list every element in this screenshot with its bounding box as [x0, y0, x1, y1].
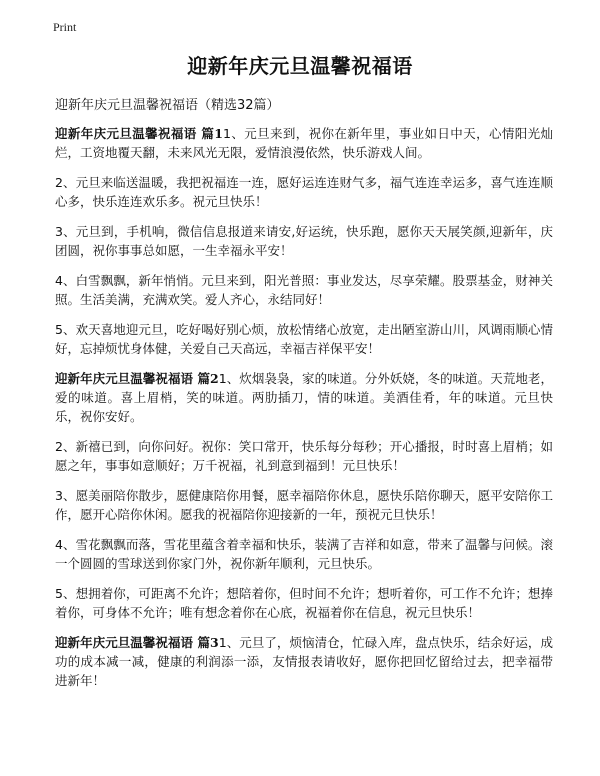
section-heading-2: 迎新年庆元旦温馨祝福语 篇2 — [55, 371, 219, 386]
paragraph-8 — [55, 486, 553, 524]
section-heading-3: 迎新年庆元旦温馨祝福语 篇3 — [55, 635, 219, 650]
page-title: 迎新年庆元旦温馨祝福语 — [187, 54, 413, 78]
paragraph-3 — [55, 222, 553, 260]
paragraph-6 — [55, 369, 553, 426]
paragraph-text: 5、欢天喜地迎元旦，吃好喝好别心烦，放松情绪心放宽，走出陋室游山川，风调雨顺心情好，忘掉烦忧身体健，关爱自己天高远，幸福吉祥保平安！ — [55, 322, 553, 356]
paragraph-1 — [55, 124, 553, 162]
article-body — [55, 124, 553, 701]
paragraph-text: 1、元旦了，烦恼清仓，忙碌入库，盘点快乐，结余好运，成功的成本减一减，健康的利润添一添，友情报表请收好，愿你把回忆留给过去，把幸福带进新年！ — [55, 635, 553, 688]
paragraph-text: 4、雪花飘飘而落，雪花里蕴含着幸福和快乐，装满了吉祥和如意，带来了温馨与问候。滚一个圆圆的雪球送到你家门外，祝你新年顺利，元旦快乐。 — [55, 537, 553, 571]
paragraph-5 — [55, 320, 553, 358]
paragraph-text: 2、元旦来临送温暖，我把祝福连一连，愿好运连连财气多，福气连连幸运多，喜气连连顺心多，快乐连连欢乐多。祝元旦快乐！ — [55, 175, 553, 209]
paragraph-2 — [55, 173, 553, 211]
paragraph-text: 5、想拥着你，可距离不允许；想陪着你，但时间不允许；想听着你，可工作不允许；想捧着你，可身体不允许；唯有想念着你在心底，祝福着你在信息，祝元旦快乐！ — [55, 586, 553, 620]
paragraph-9 — [55, 535, 553, 573]
section-heading-1: 迎新年庆元旦温馨祝福语 篇1 — [55, 126, 223, 141]
paragraph-text: 1、炊烟袅袅，家的味道。分外妖娆，冬的味道。天荒地老，爱的味道。喜上眉梢，笑的味道。两肋插刀，情的味道。美酒佳肴，年的味道。元旦快乐，祝你安好。 — [55, 371, 553, 424]
paragraph-text: 2、新禧已到，向你问好。祝你：笑口常开，快乐每分每秒；开心播报，时时喜上眉梢；如愿之年，事事如意顺好；万千祝福，礼到意到福到！元旦快乐！ — [55, 439, 553, 473]
paragraph-4 — [55, 271, 553, 309]
paragraph-text: 3、元旦到，手机响，微信信息报道来请安,好运统，快乐跑，愿你天天展笑颜,迎新年，庆团圆，祝你事事总如愿，一生幸福永平安！ — [55, 224, 553, 258]
print-link[interactable]: Print — [53, 20, 77, 34]
paragraph-10 — [55, 584, 553, 622]
paragraph-11 — [55, 633, 553, 690]
paragraph-text: 4、白雪飘飘，新年悄悄。元旦来到，阳光普照：事业发达，尽享荣耀。股票基金，财神关照。生活美满，充满欢笑。爱人齐心，永结同好！ — [55, 273, 553, 307]
paragraph-text: 3、愿美丽陪你散步，愿健康陪你用餐，愿幸福陪你休息，愿快乐陪你聊天，愿平安陪你工作，愿开心陪你休闲。愿我的祝福陪你迎接新的一年，预祝元旦快乐！ — [55, 488, 553, 522]
paragraph-text: 1、元旦来到，祝你在新年里，事业如日中天，心情阳光灿烂，工资地覆天翻，未来风光无限，爱情浪漫依然，快乐游戏人间。 — [55, 126, 553, 160]
paragraph-7 — [55, 437, 553, 475]
page-subtitle: 迎新年庆元旦温馨祝福语（精选32篇） — [55, 98, 280, 113]
